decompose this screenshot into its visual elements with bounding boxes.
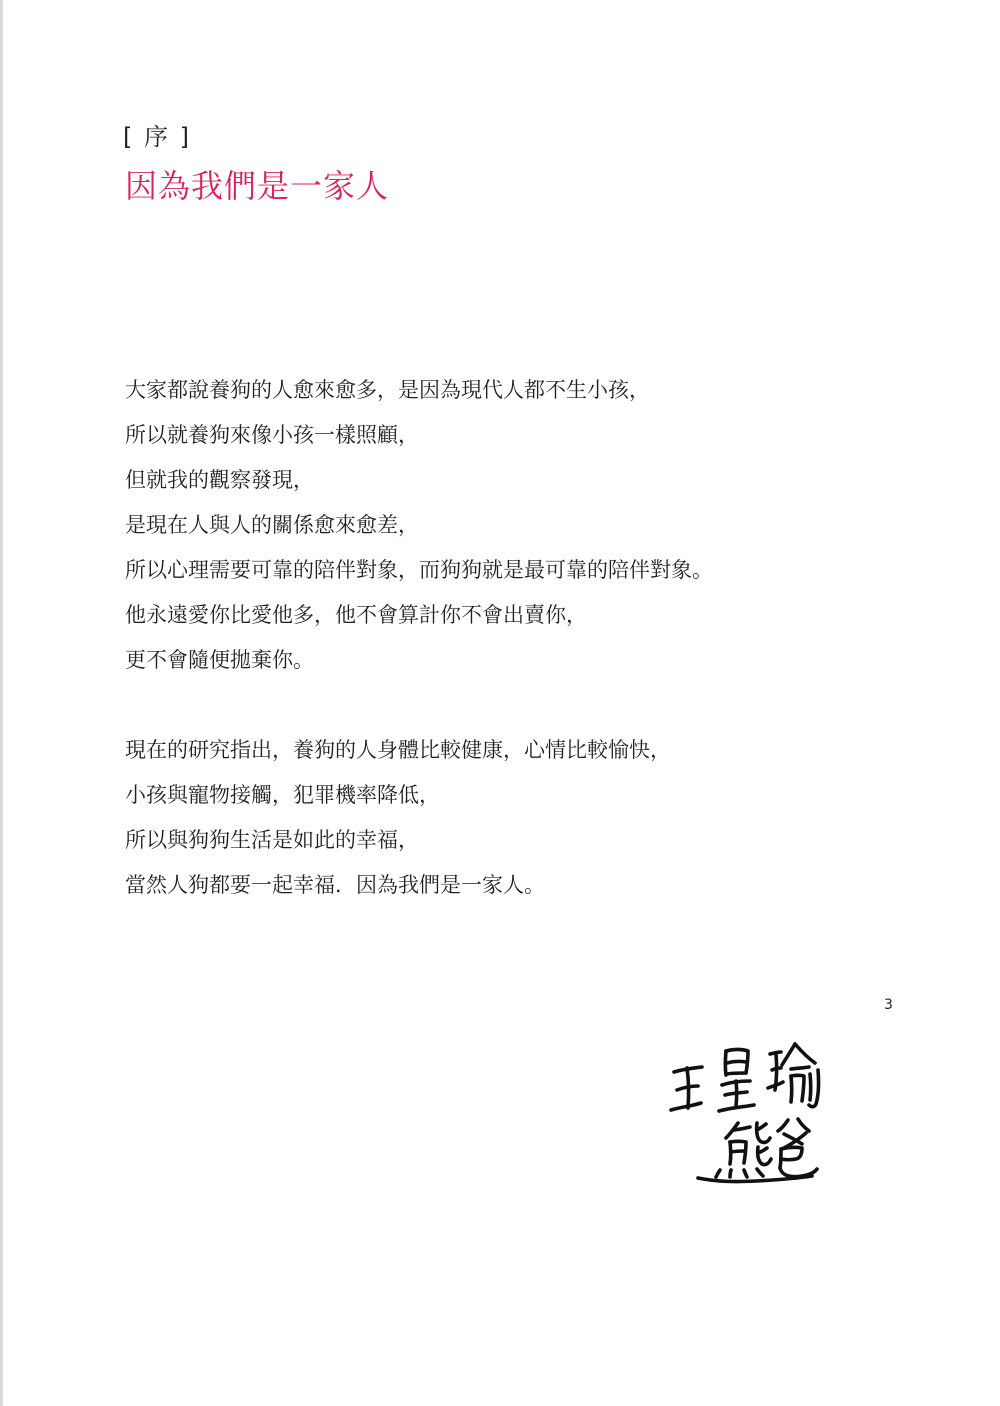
text-line: 是現在人與人的關係愈來愈差， — [125, 513, 419, 537]
section-label: [ 序 ] — [123, 123, 191, 151]
paragraph-1 — [125, 368, 885, 683]
text-line: 當然人狗都要一起幸福．因為我們是一家人。 — [125, 873, 545, 897]
text-line: 小孩與寵物接觸，犯罪機率降低， — [125, 783, 440, 807]
text-line: 所以心理需要可靠的陪伴對象，而狗狗就是最可靠的陪伴對象。 — [125, 558, 713, 582]
text-line: 他永遠愛你比愛他多，他不會算計你不會出賣你， — [125, 603, 587, 627]
page-edge — [0, 0, 3, 1406]
text-line: 現在的研究指出，養狗的人身體比較健康，心情比較愉快， — [125, 738, 671, 762]
page-title: 因為我們是一家人 — [125, 167, 390, 205]
signature-drawing — [660, 1030, 830, 1190]
body-text — [125, 368, 885, 953]
paragraph-2 — [125, 728, 885, 908]
text-line: 所以就養狗來像小孩一樣照顧， — [125, 423, 419, 447]
text-line: 所以與狗狗生活是如此的幸福， — [125, 828, 419, 852]
text-line: 大家都說養狗的人愈來愈多，是因為現代人都不生小孩， — [125, 378, 650, 402]
signature-icon — [660, 1030, 830, 1190]
text-line: 更不會隨便拋棄你。 — [125, 648, 314, 672]
text-line: 但就我的觀察發現， — [125, 468, 314, 492]
page-number: 3 — [884, 997, 893, 1013]
